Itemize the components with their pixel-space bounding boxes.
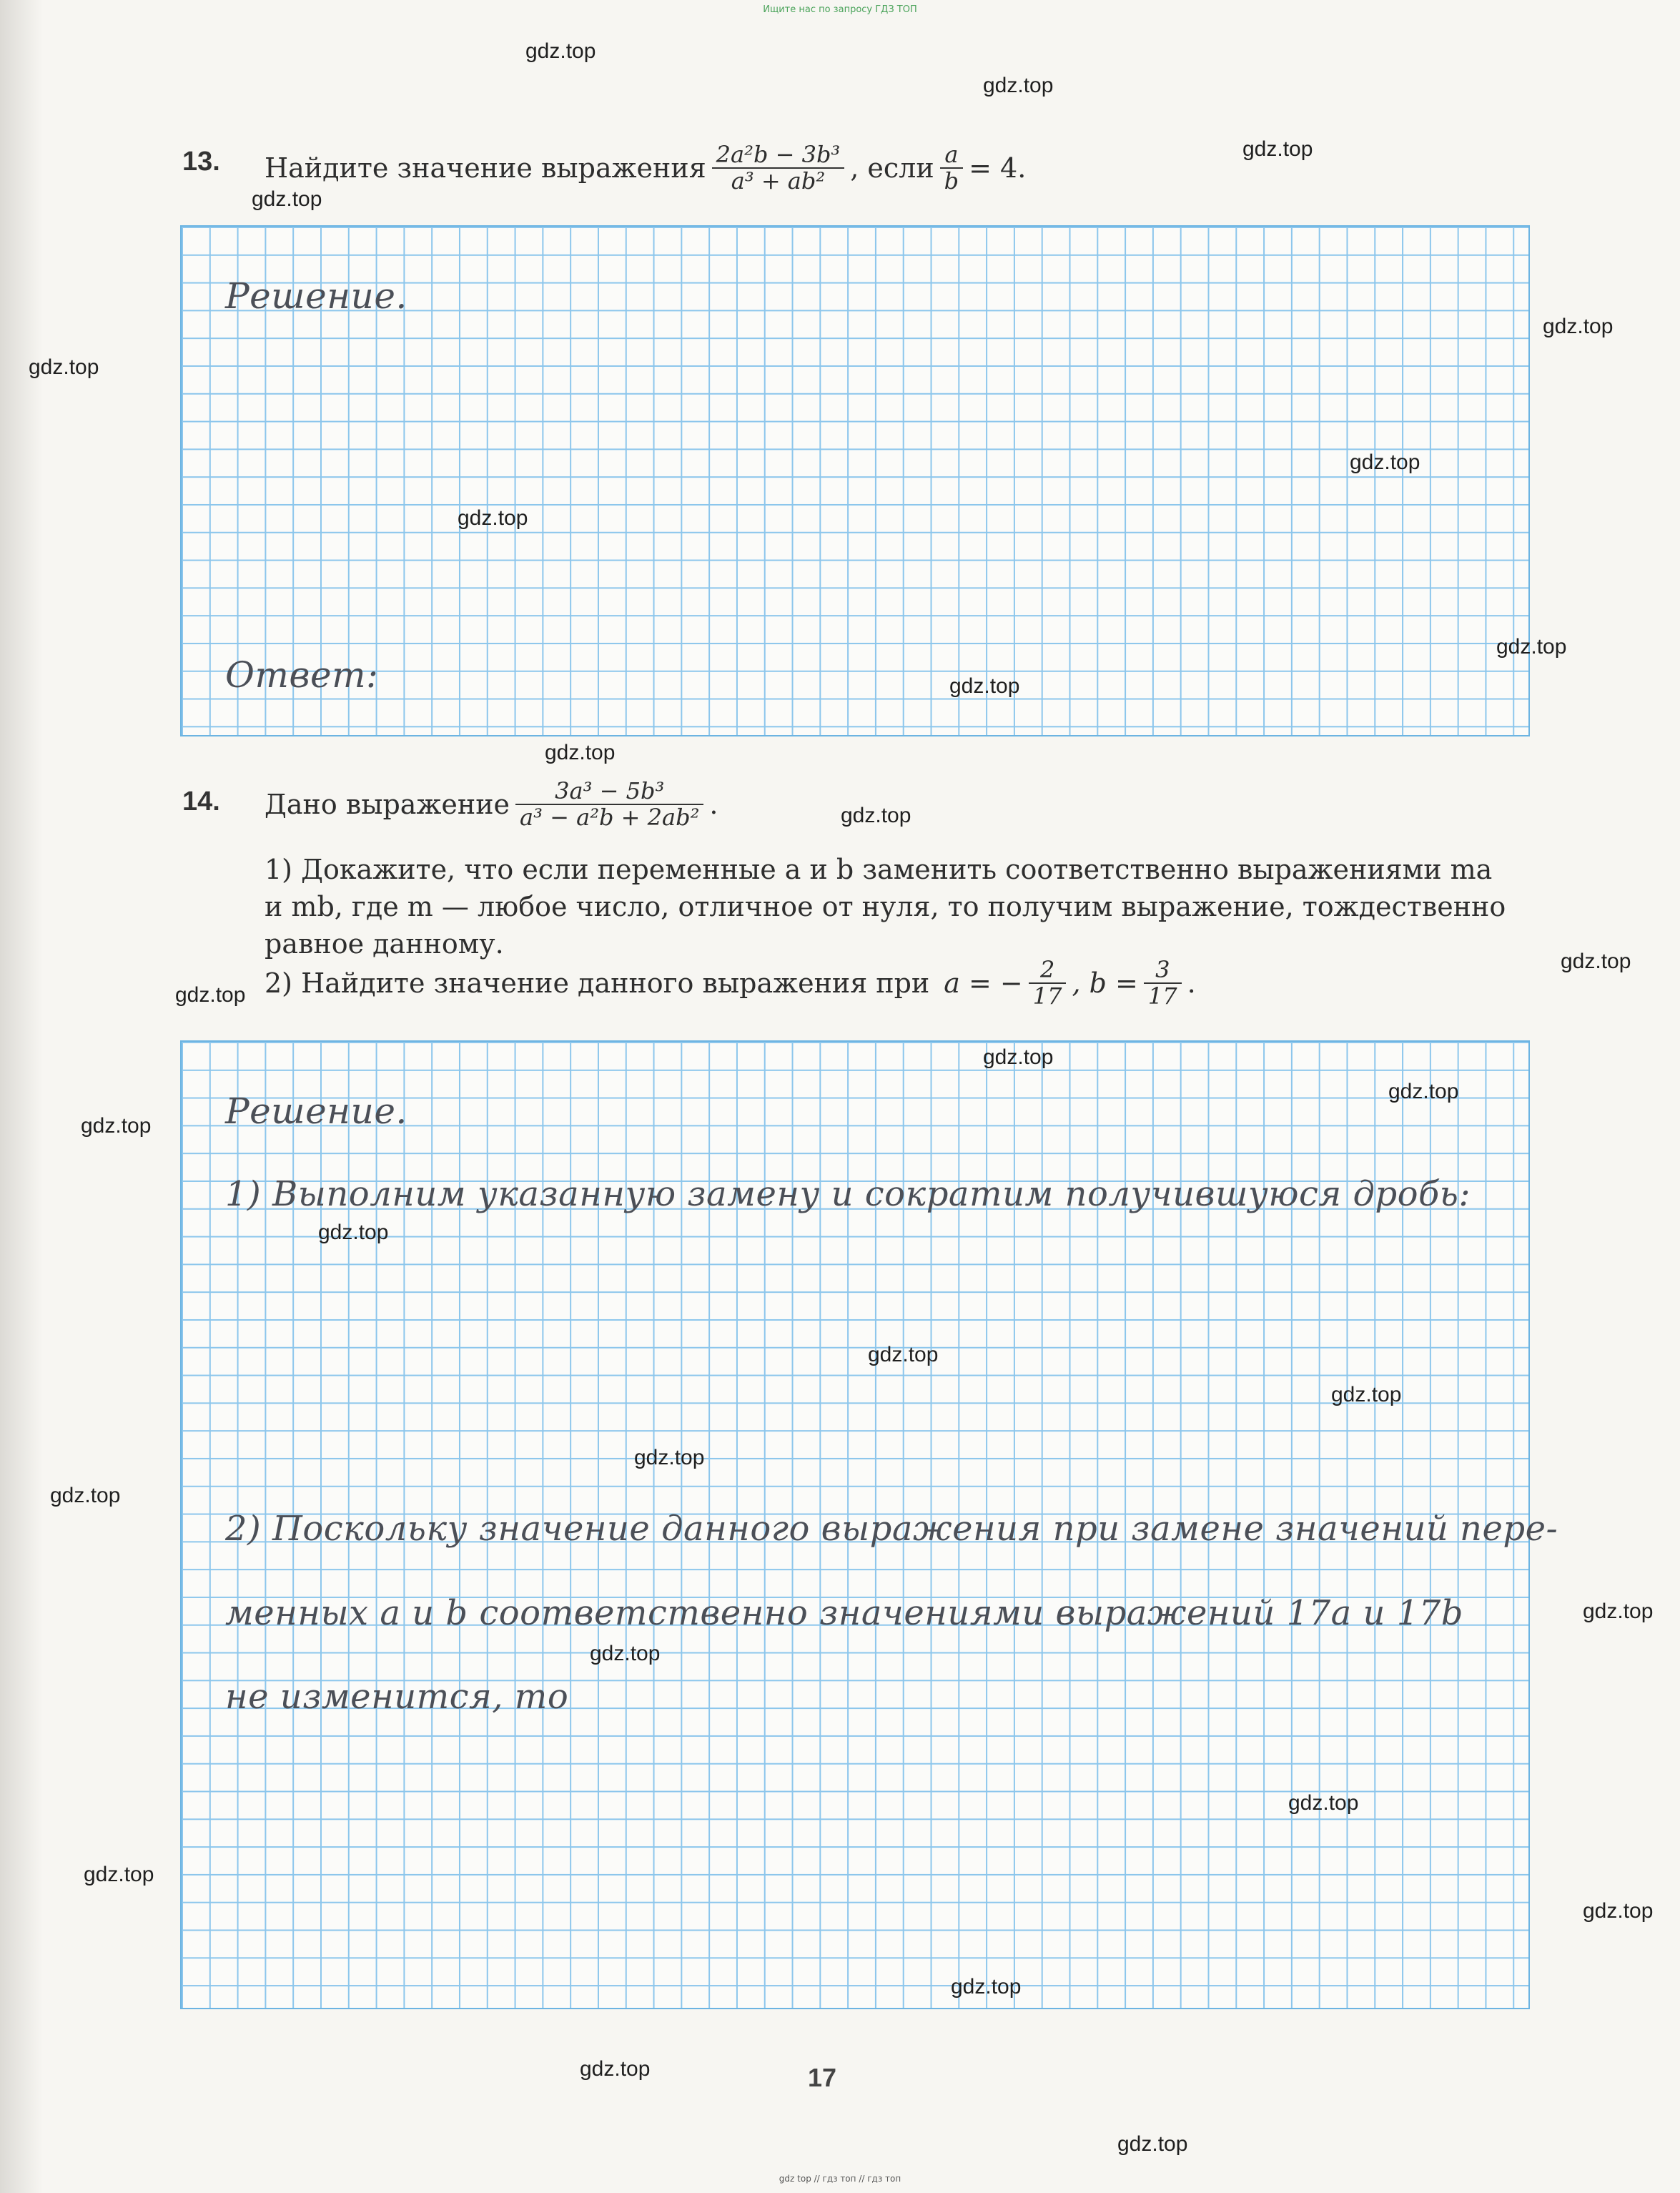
task-14-text: Дано выражение (265, 789, 510, 820)
watermark: gdz.top (983, 1045, 1054, 1069)
task-14-fraction-numerator: 3a³ − 5b³ (515, 779, 703, 805)
task-13-condition-denominator: b (944, 167, 959, 194)
task-14-solution-label: Решение. (225, 1090, 407, 1132)
watermark: gdz.top (1288, 1791, 1359, 1815)
watermark: gdz.top (1350, 450, 1420, 474)
watermark: gdz.top (580, 2057, 651, 2081)
task-13-fraction-numerator: 2a²b − 3b³ (712, 142, 845, 169)
watermark: gdz.top (983, 74, 1054, 97)
watermark: gdz.top (1117, 2132, 1188, 2156)
watermark: gdz.top (1496, 635, 1567, 659)
task-14-solution-line-3: менных a и b соответственно значениями выражений 17a и 17b (225, 1593, 1464, 1633)
bottom-notice: gdz top // гдз топ // гдз топ (779, 2174, 901, 2184)
task-14-a-label: a = − (944, 967, 1023, 999)
task-14-a-fraction (1029, 957, 1067, 1009)
task-13-text: Найдите значение выражения (265, 152, 706, 184)
task-13-number: 13. (182, 147, 220, 177)
task-13-solution-label: Решение. (225, 275, 407, 317)
page-number: 17 (808, 2063, 837, 2092)
watermark: gdz.top (949, 674, 1020, 698)
watermark: gdz.top (1242, 137, 1313, 161)
task-14-text-end: . (709, 789, 718, 820)
task-13-condition-text: , если (850, 152, 934, 184)
watermark: gdz.top (868, 1343, 939, 1366)
task-13-fraction (712, 142, 845, 194)
task-14-solution-line-4: не изменится, то (225, 1677, 569, 1717)
task-13-condition-numerator: a (940, 142, 963, 169)
watermark: gdz.top (545, 741, 616, 764)
task-14-item2-text: 2) Найдите значение данного выражения при (265, 967, 930, 999)
task-14-a-numerator: 2 (1029, 957, 1067, 984)
task-14-number: 14. (182, 787, 220, 817)
task-13-condition-value: = 4. (969, 152, 1027, 184)
task-14-item2 (265, 944, 1196, 1022)
watermark: gdz.top (50, 1484, 121, 1507)
watermark: gdz.top (84, 1863, 154, 1886)
watermark: gdz.top (951, 1975, 1022, 1999)
task-14-fraction-denominator: a³ − a²b + 2ab² (520, 804, 700, 831)
watermark: gdz.top (1561, 950, 1631, 973)
watermark: gdz.top (841, 804, 911, 827)
watermark: gdz.top (1583, 1600, 1654, 1623)
watermark: gdz.top (1388, 1080, 1459, 1103)
task-14-b-fraction (1144, 957, 1182, 1009)
watermark: gdz.top (175, 983, 246, 1007)
watermark: gdz.top (81, 1114, 152, 1138)
task-14-item1-line3: равное данному. (265, 928, 504, 960)
task-14-item2-end: . (1187, 967, 1196, 999)
task-14-item1-line1: 1) Докажите, что если переменные a и b заменить соответственно выражениями ma (265, 854, 1493, 885)
task-14-solution-line-2: 2) Поскольку значение данного выражения при замене значений пере- (225, 1509, 1558, 1549)
task-14-solution-line-1: 1) Выполним указанную замену и сократим получившуюся дробь: (225, 1174, 1471, 1214)
task-14-fraction (515, 779, 703, 830)
task-13-statement (265, 129, 1026, 207)
watermark: gdz.top (252, 187, 322, 211)
task-14-a-denominator: 17 (1032, 982, 1062, 1010)
task-14-b-label: , b = (1072, 967, 1138, 999)
watermark: gdz.top (634, 1446, 705, 1469)
watermark: gdz.top (1543, 315, 1614, 338)
task-14-item1-line2: и mb, где m — любое число, отличное от нуля, то получим выражение, тождественно (265, 891, 1506, 922)
watermark: gdz.top (318, 1221, 389, 1244)
watermark: gdz.top (1583, 1899, 1654, 1923)
watermark: gdz.top (590, 1642, 661, 1665)
task-13-fraction-denominator: a³ + ab² (731, 167, 826, 194)
task-14-b-denominator: 17 (1147, 982, 1177, 1010)
watermark: gdz.top (458, 506, 528, 530)
task-14-statement (265, 765, 718, 844)
top-notice: Ищите нас по запросу ГДЗ ТОП (763, 4, 917, 15)
page-edge-shadow (0, 0, 43, 2193)
task-13-answer-label: Ответ: (225, 654, 379, 696)
watermark: gdz.top (525, 39, 596, 63)
task-13-condition-fraction (940, 142, 963, 194)
watermark: gdz.top (29, 355, 99, 379)
watermark: gdz.top (1331, 1383, 1402, 1406)
task-14-b-numerator: 3 (1144, 957, 1182, 984)
